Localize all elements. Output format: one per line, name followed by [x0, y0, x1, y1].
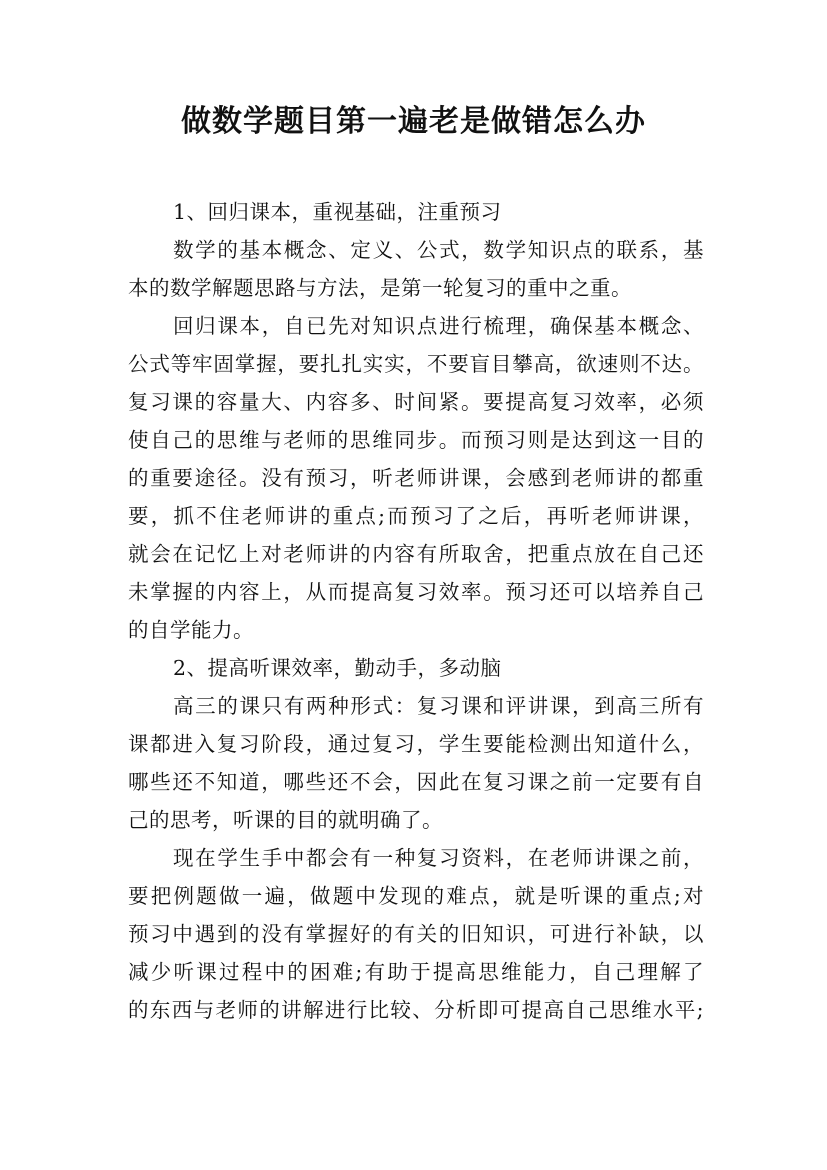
paragraph-line: 公式等牢固掌握，要扎扎实实，不要盲目攀高，欲速则不达。	[128, 352, 704, 376]
paragraph-line: 要把例题做一遍，做题中发现的难点，就是听课的重点;对	[128, 884, 704, 908]
paragraph-line: 的重要途径。没有预习，听老师讲课，会感到老师讲的都重	[128, 466, 704, 490]
paragraph-line: 己的思考，听课的目的就明确了。	[128, 808, 443, 832]
document-body	[128, 193, 704, 1029]
paragraph-line: 减少听课过程中的困难;有助于提高思维能力，自己理解了	[128, 960, 704, 984]
paragraph-line: 复习课的容量大、内容多、时间紧。要提高复习效率，必须	[128, 390, 704, 414]
paragraph-line: 回归课本，自已先对知识点进行梳理，确保基本概念、	[173, 314, 704, 338]
section-heading-1: 1、回归课本，重视基础，注重预习	[173, 200, 502, 224]
paragraph-line: 高三的课只有两种形式：复习课和评讲课，到高三所有	[173, 694, 704, 718]
paragraph-line: 的东西与老师的讲解进行比较、分析即可提高自己思维水平;	[128, 998, 704, 1022]
paragraph-line: 的自学能力。	[128, 618, 254, 642]
paragraph-line: 预习中遇到的没有掌握好的有关的旧知识，可进行补缺，以	[128, 922, 704, 946]
section-heading-2: 2、提高听课效率，勤动手，多动脑	[173, 656, 502, 680]
paragraph-line: 要，抓不住老师讲的重点;而预习了之后，再听老师讲课，	[128, 504, 704, 528]
paragraph-line: 未掌握的内容上，从而提高复习效率。预习还可以培养自己	[128, 580, 704, 604]
paragraph-line: 课都进入复习阶段，通过复习，学生要能检测出知道什么，	[128, 732, 704, 756]
paragraph-line: 数学的基本概念、定义、公式，数学知识点的联系，基	[173, 238, 704, 262]
paragraph-line: 使自己的思维与老师的思维同步。而预习则是达到这一目的	[128, 428, 704, 452]
paragraph-line: 现在学生手中都会有一种复习资料，在老师讲课之前，	[173, 846, 704, 870]
paragraph-line: 哪些还不知道，哪些还不会，因此在复习课之前一定要有自	[128, 770, 704, 794]
document-title: 做数学题目第一遍老是做错怎么办	[181, 104, 646, 139]
paragraph-line: 就会在记忆上对老师讲的内容有所取舍，把重点放在自己还	[128, 542, 704, 566]
paragraph-line: 本的数学解题思路与方法，是第一轮复习的重中之重。	[128, 276, 632, 300]
